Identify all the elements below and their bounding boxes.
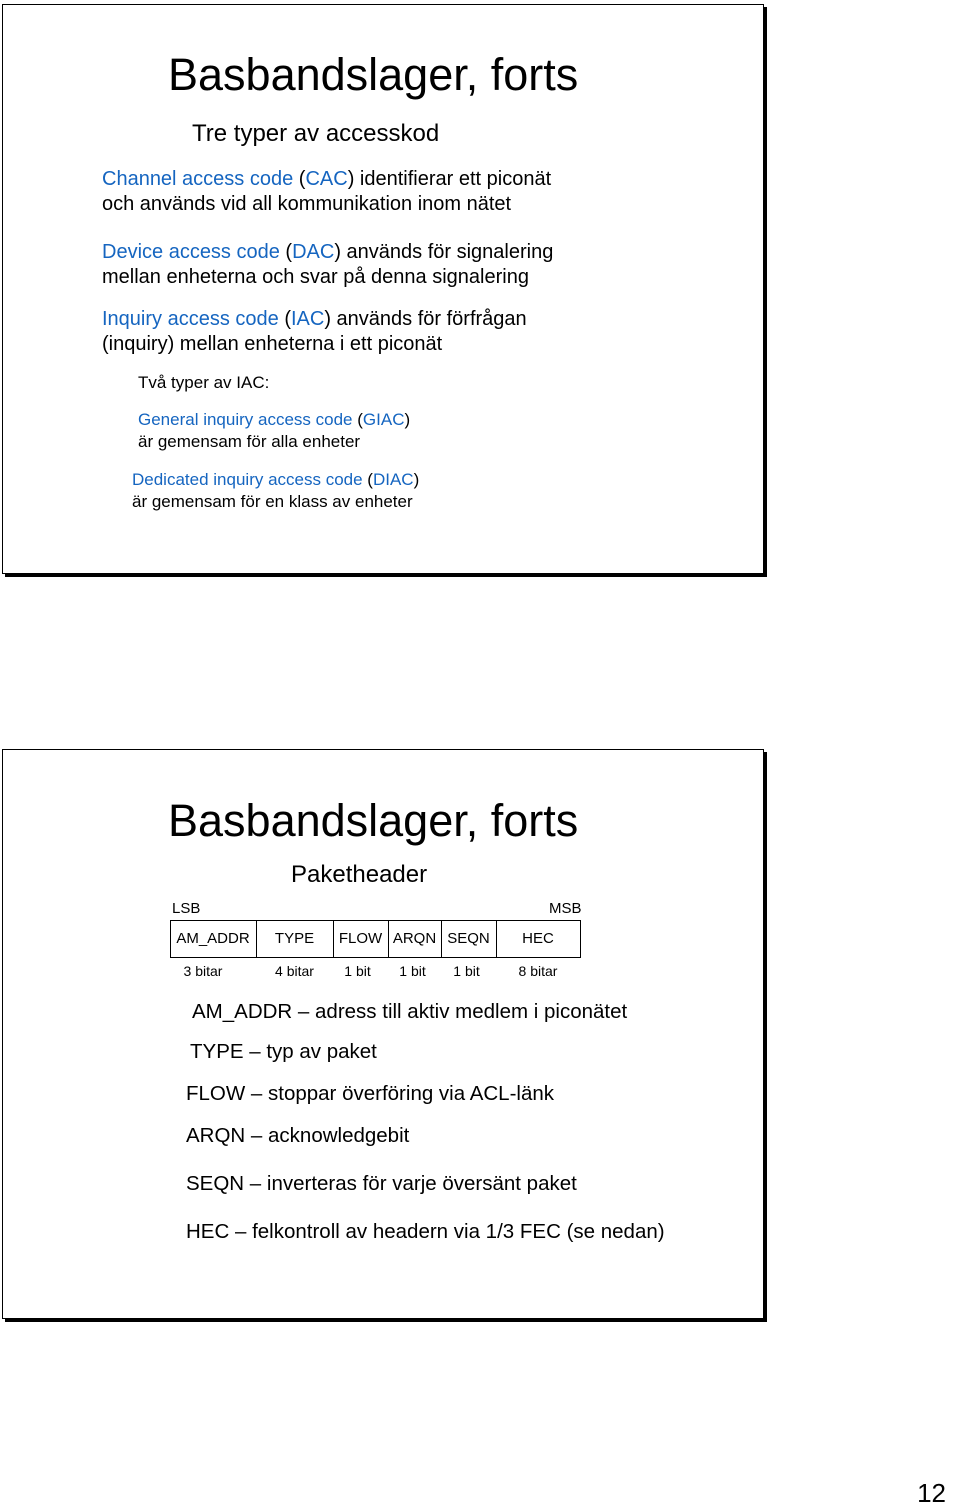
iac-term: Inquiry access code	[102, 308, 279, 330]
bits-seqn: 1 bit	[453, 963, 480, 979]
bits-arqn: 1 bit	[399, 963, 426, 979]
giac-close: )	[404, 410, 411, 429]
slide-1-subtitle: Tre typer av accesskod	[192, 120, 440, 147]
cac-open: (	[293, 168, 306, 190]
iac-abbr: IAC	[290, 308, 325, 330]
diac-abbr: DIAC	[372, 470, 414, 489]
slide-2-title: Basbandslager, forts	[168, 795, 579, 846]
field-hec: HEC	[522, 930, 554, 947]
desc-seqn: SEQN – inverteras för varje översänt paket	[186, 1172, 577, 1195]
iac-line2: (inquiry) mellan enheterna i ett piconät	[102, 333, 443, 355]
slide-1-title: Basbandslager, forts	[168, 49, 579, 100]
msb-label: MSB	[549, 900, 582, 917]
field-arqn: ARQN	[392, 930, 437, 947]
field-type: TYPE	[274, 930, 315, 947]
dac-open: (	[279, 241, 293, 263]
diac-close: )	[413, 470, 420, 489]
desc-arqn: ARQN – acknowledgebit	[186, 1124, 410, 1147]
giac-line2: är gemensam för alla enheter	[138, 432, 361, 451]
dac-abbr: DAC	[292, 241, 335, 263]
giac-open: (	[352, 410, 363, 429]
iac-paragraph	[102, 307, 527, 357]
bits-hec: 8 bitar	[518, 963, 558, 979]
giac-abbr: GIAC	[362, 410, 405, 429]
giac-paragraph	[138, 409, 410, 453]
dac-paragraph	[102, 240, 553, 290]
iac-open: (	[278, 308, 291, 330]
desc-hec: HEC – felkontroll av headern via 1/3 FEC (se nedan)	[186, 1220, 665, 1243]
field-am-addr: AM_ADDR	[176, 930, 250, 947]
lsb-label: LSB	[172, 900, 201, 917]
bits-type: 4 bitar	[275, 963, 314, 979]
desc-flow: FLOW – stoppar överföring via ACL-länk	[186, 1082, 555, 1105]
field-flow: FLOW	[338, 930, 383, 947]
giac-term: General inquiry access code	[138, 410, 353, 429]
dac-line2: mellan enheterna och svar på denna signalering	[102, 266, 529, 288]
cac-abbr: CAC	[305, 168, 348, 190]
two-types-label: Två typer av IAC:	[138, 373, 270, 392]
dac-term: Device access code	[102, 241, 280, 263]
cac-line2: och används vid all kommunikation inom nätet	[102, 193, 512, 215]
cac-term: Channel access code	[102, 168, 294, 190]
field-divider	[580, 920, 581, 958]
cac-paragraph	[102, 167, 551, 217]
diac-term: Dedicated inquiry access code	[132, 470, 363, 489]
diac-line2: är gemensam för en klass av enheter	[132, 492, 413, 511]
slide-2-subtitle: Paketheader	[291, 861, 428, 888]
desc-am-addr: AM_ADDR – adress till aktiv medlem i piconätet	[192, 1000, 628, 1023]
dac-rest: ) används för signalering	[334, 241, 554, 263]
bits-am-addr: 3 bitar	[183, 963, 223, 979]
desc-type: TYPE – typ av paket	[190, 1040, 377, 1063]
page-number: 12	[917, 1478, 946, 1508]
cac-rest: ) identifierar ett piconät	[347, 168, 552, 190]
diac-open: (	[362, 470, 373, 489]
diac-paragraph	[132, 469, 419, 513]
bits-flow: 1 bit	[344, 963, 371, 979]
iac-rest: ) används för förfrågan	[324, 308, 527, 330]
field-seqn: SEQN	[447, 930, 490, 947]
